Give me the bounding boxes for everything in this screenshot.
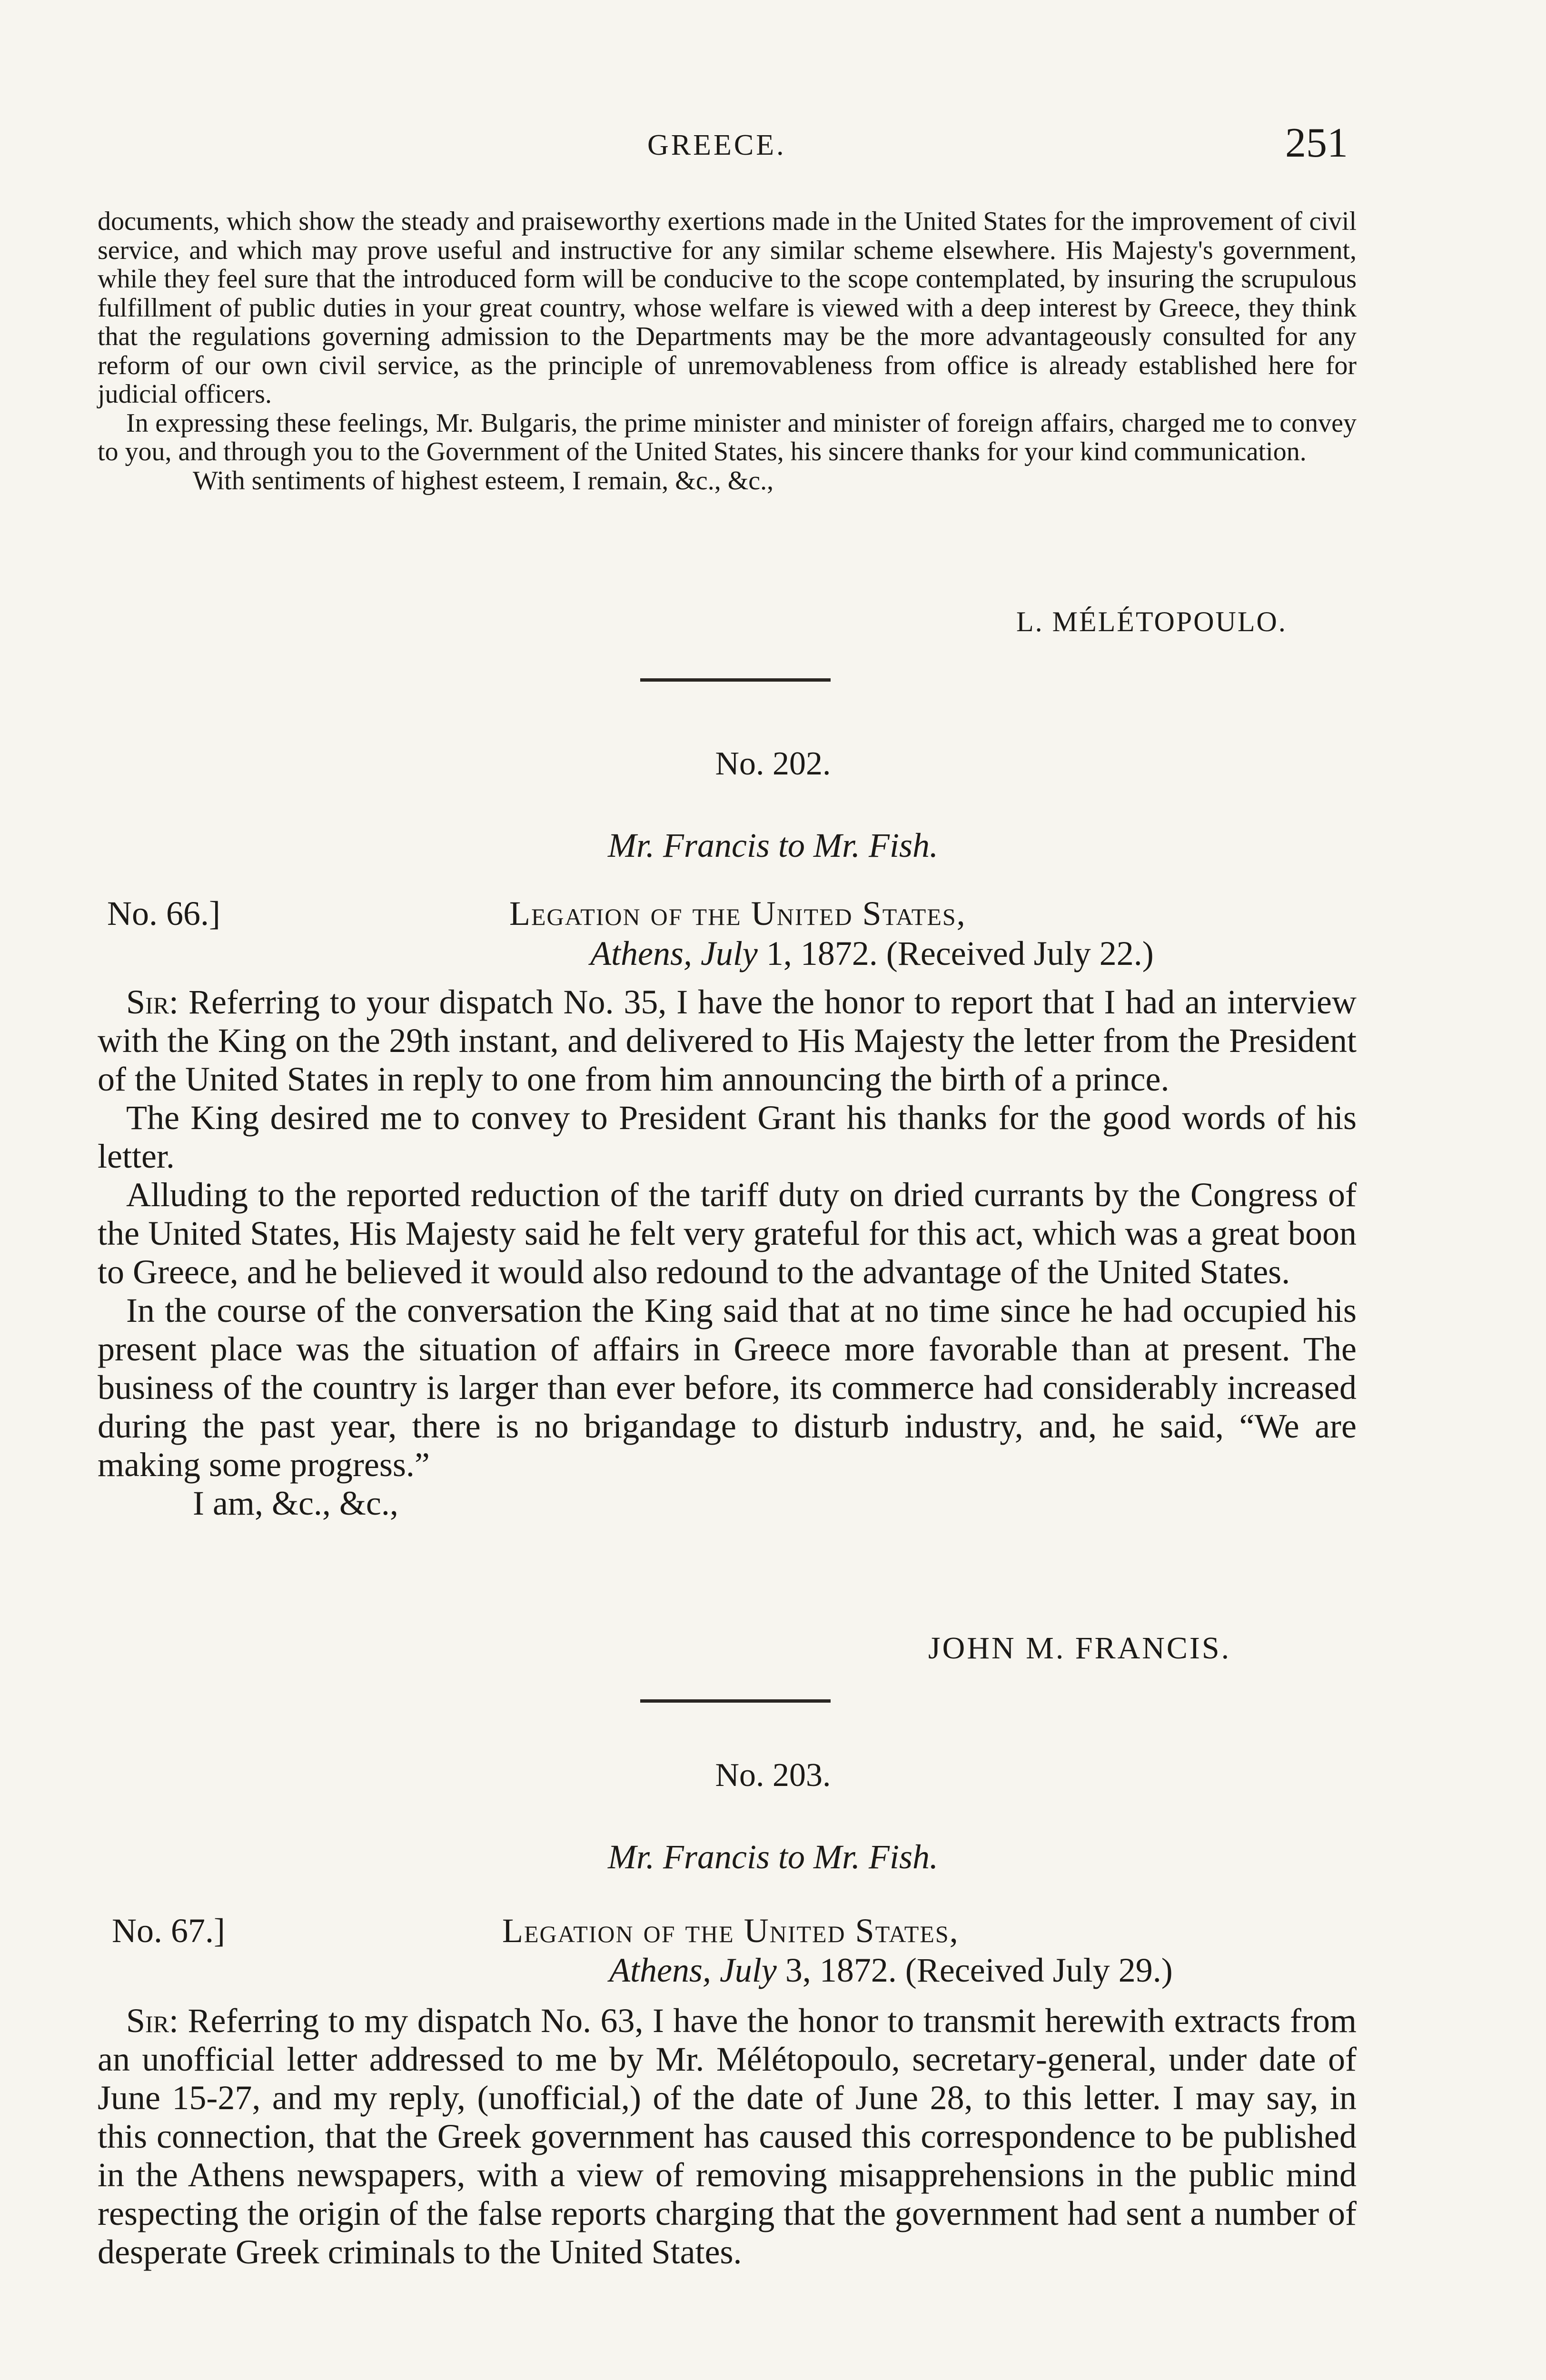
month: July xyxy=(700,934,758,972)
paragraph: In expressing these feelings, Mr. Bulgaris, the prime minister and minister of foreign affairs, charged me to convey to you, and through you to the Government of the United States, his sincere thanks for your kind communication. xyxy=(98,408,1357,466)
page-header xyxy=(0,119,1546,171)
paragraph: documents, which show the steady and praiseworthy exertions made in the United States for the improvement of civil service, and which may prove useful and instructive for any similar scheme elsewhere. His Majesty's government, while they feel sure that the introduced form will be conducive to the scope contemplated, by insuring the scrupulous fulfillment of public duties in your great country, whose welfare is viewed with a deep interest by Greece, they think that the regulations governing admission to the Departments may be the more advantageously consulted for any reform of our own civil service, as the principle of unremovableness from office is already established here for judicial officers. xyxy=(98,207,1357,409)
running-head: GREECE. xyxy=(647,129,786,161)
dateline xyxy=(590,934,1154,973)
paragraph-text: Referring to your dispatch No. 35, I have the honor to report that I had an interview with the King on the 29th instant, and delivered to His Majesty the letter from the President of the United States in reply to one from him announcing the birth of a prince. xyxy=(98,983,1357,1098)
date-received: 1, 1872. (Received July 22.) xyxy=(766,934,1154,972)
signature: JOHN M. FRANCIS. xyxy=(928,1631,1231,1666)
document-subject: Mr. Francis to Mr. Fish. xyxy=(607,1838,939,1876)
paragraph: Alluding to the reported reduction of the tariff duty on dried currants by the Congress of the United States, His Majesty said he felt very grateful for this act, which was a great boon to Greece, and he believed it would also redound to the advantage of the United States. xyxy=(98,1176,1357,1291)
place: Athens, xyxy=(590,934,692,972)
salutation: Sir: xyxy=(126,2002,179,2040)
document-number: No. 203. xyxy=(715,1757,831,1794)
document-number: No. 202. xyxy=(715,745,831,782)
paragraph xyxy=(98,983,1357,1099)
closing-line: With sentiments of highest esteem, I remain, &c., &c., xyxy=(193,466,774,496)
paragraph: The King desired me to convey to President Grant his thanks for the good words of his letter. xyxy=(98,1099,1357,1175)
document-subject: Mr. Francis to Mr. Fish. xyxy=(607,826,939,864)
month: July xyxy=(719,1951,777,1989)
place: Athens, xyxy=(609,1951,711,1989)
section-divider xyxy=(640,1699,831,1703)
section-divider xyxy=(640,678,831,682)
paragraph-text: Referring to my dispatch No. 63, I have the honor to transmit herewith extracts from an unofficial letter addressed to me by Mr. Mélétopoulo, secretary-general, under date of June 15-27, and my reply, (unofficial,) of the date of June 28, to this letter. I may say, in this connection, that the Greek government has caused this correspondence to be published in the Athens newspapers, with a view of removing misapprehensions in the public mind respecting the origin of the false reports charging that the government had sent a number of desperate Greek criminals to the United States. xyxy=(98,2002,1357,2271)
dispatch-reference: No. 67.] xyxy=(112,1912,225,1950)
paragraph xyxy=(98,2002,1357,2271)
letter-body-203 xyxy=(98,2002,1357,2271)
page-number: 251 xyxy=(1285,120,1348,166)
paragraph: In the course of the conversation the King said that at no time since he had occupied his present place was the situation of affairs in Greece more favorable than at present. The business of the country is larger than ever before, its commerce had considerably increased during the past year, there is no brigandage to disturb industry, and, he said, “We are making some progress.” xyxy=(98,1291,1357,1484)
closing-line: I am, &c., &c., xyxy=(193,1484,398,1522)
legation-heading: Legation of the United States, xyxy=(502,1912,959,1950)
signature: L. MÉLÉTOPOULO. xyxy=(1016,606,1287,637)
letter-body-202 xyxy=(98,983,1357,1523)
letter-continuation xyxy=(98,207,1357,495)
legation-heading: Legation of the United States, xyxy=(509,894,966,932)
dateline xyxy=(609,1951,1173,1990)
date-received: 3, 1872. (Received July 29.) xyxy=(785,1951,1173,1989)
dispatch-reference: No. 66.] xyxy=(107,894,220,932)
salutation: Sir: xyxy=(126,983,179,1021)
